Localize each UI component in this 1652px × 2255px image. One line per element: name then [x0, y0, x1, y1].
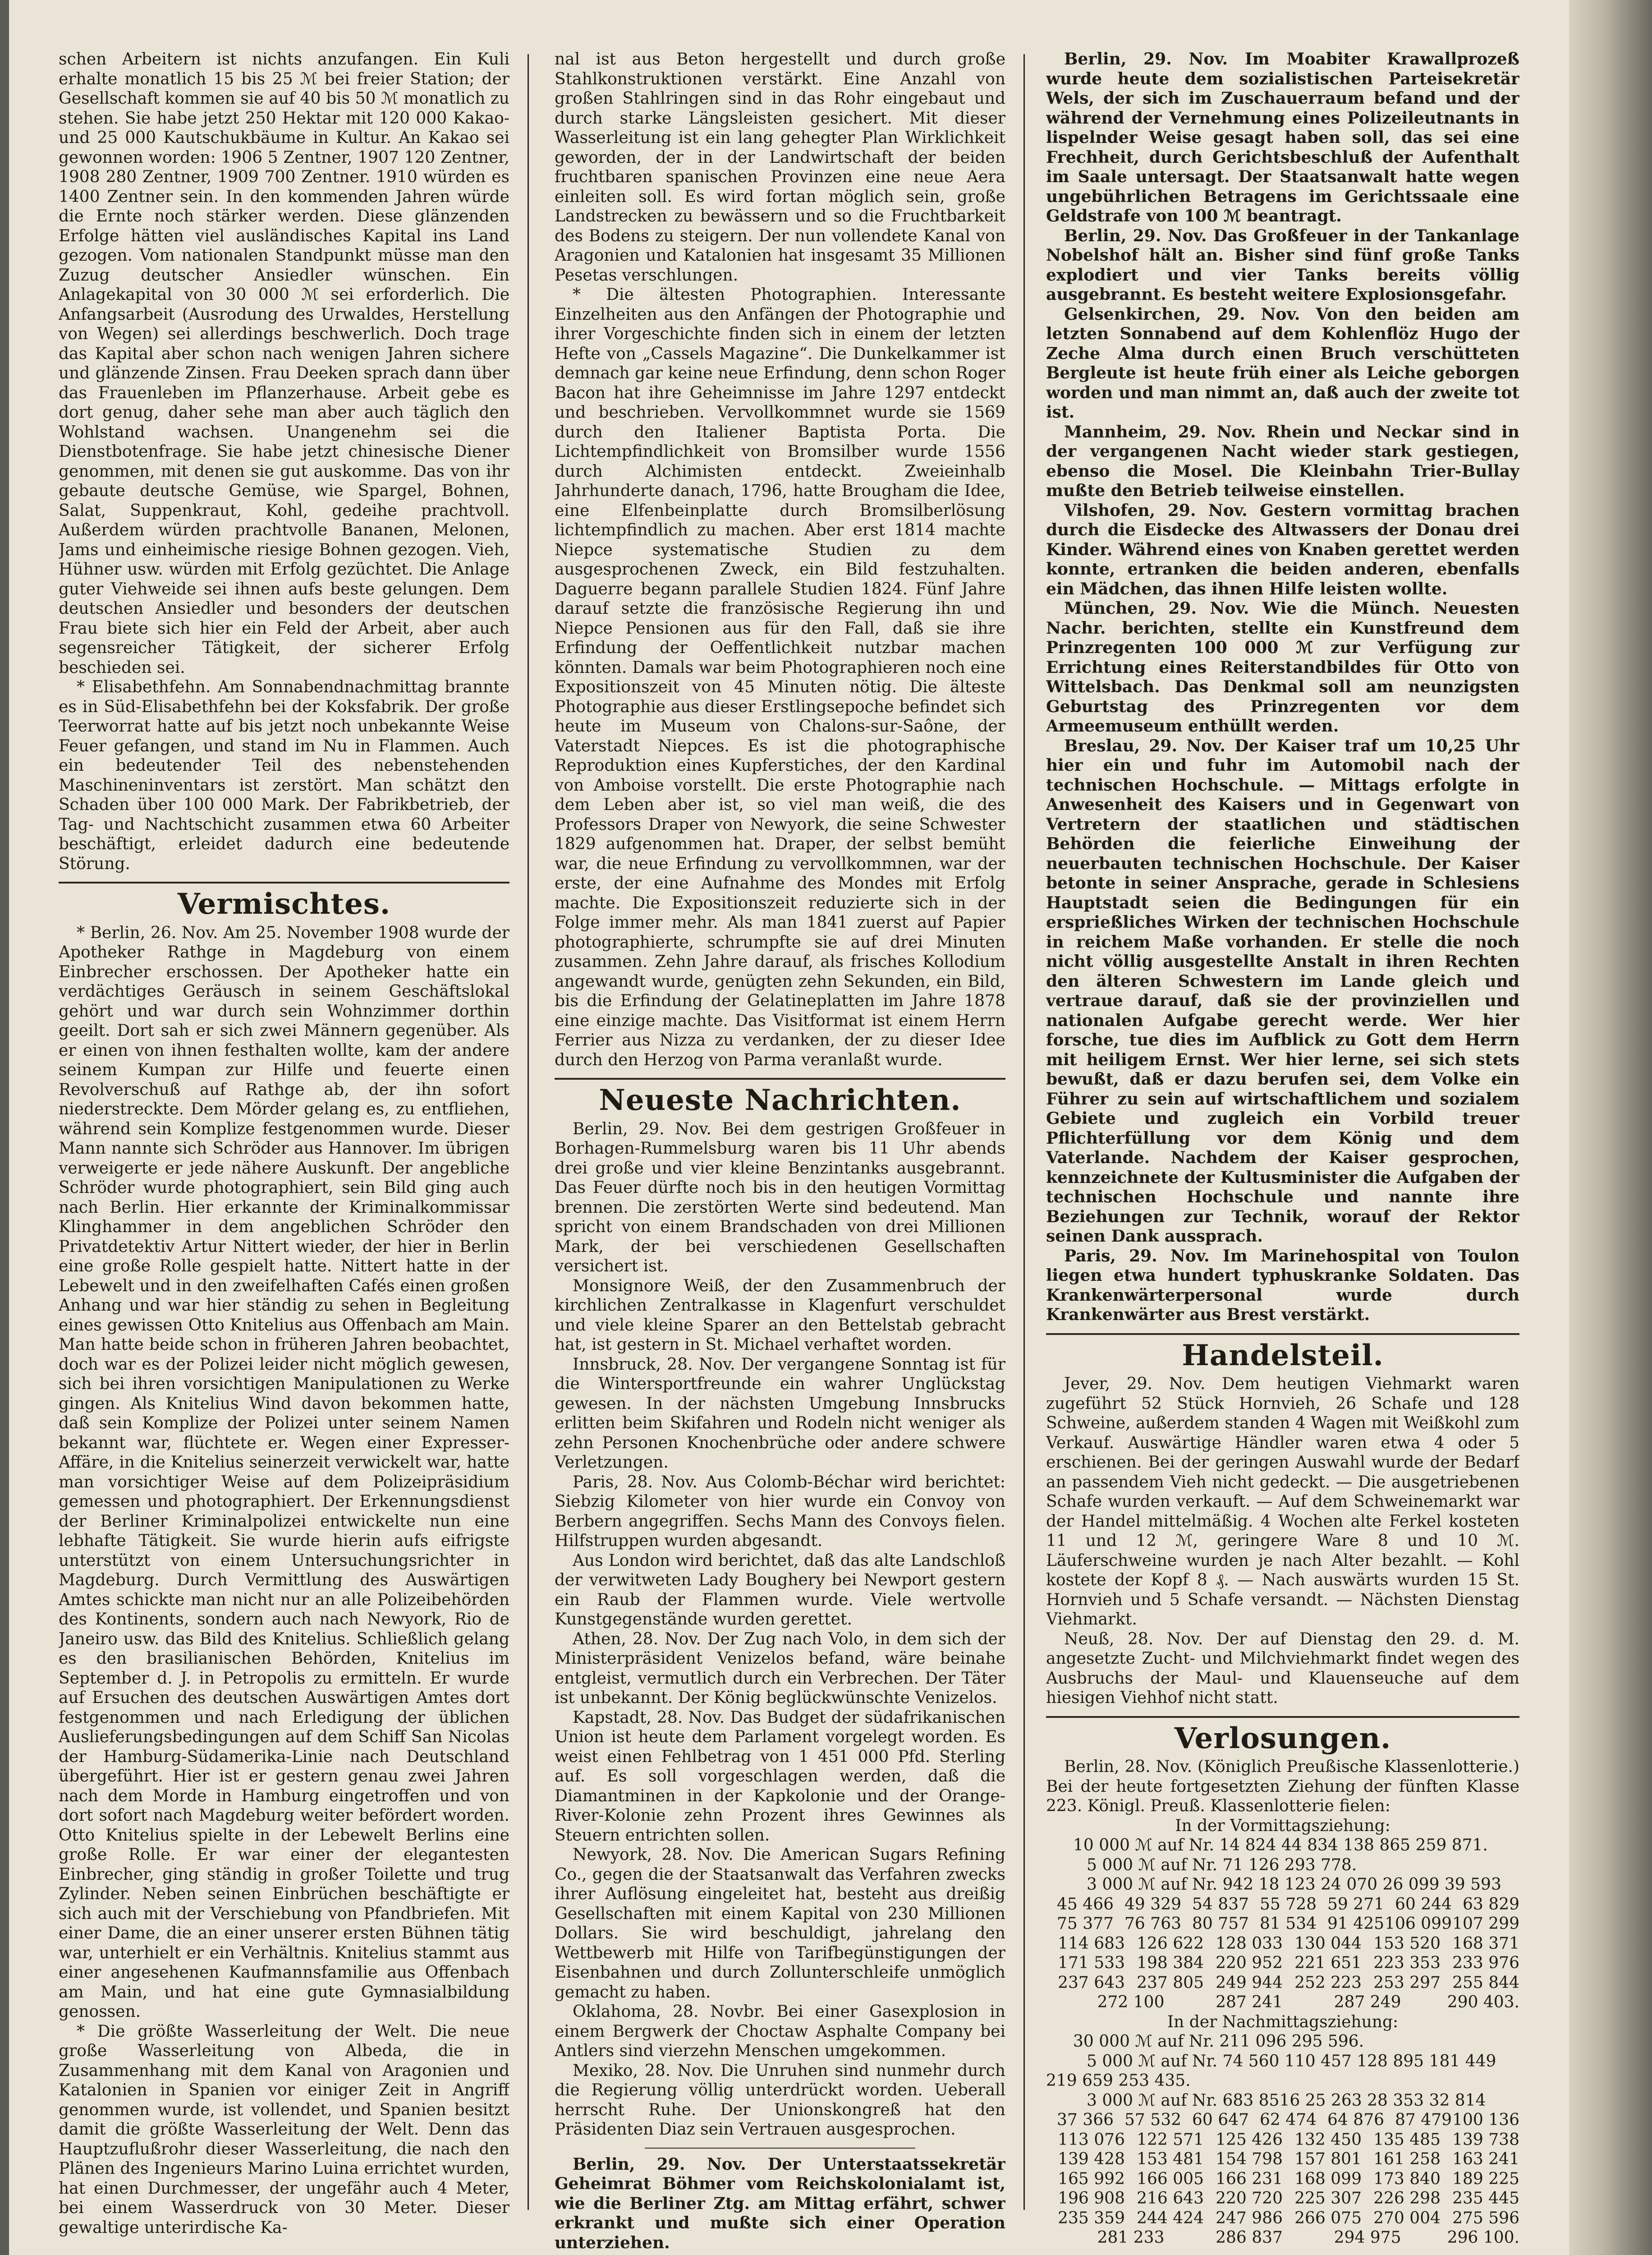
lottery-number: 153 481 — [1137, 2150, 1204, 2168]
lottery-number: 60 244 — [1395, 1895, 1452, 1914]
lottery-number: 225 307 — [1294, 2189, 1362, 2208]
section-title-handelsteil: Handelsteil. — [1182, 1338, 1384, 1372]
lottery-number: 37 366 — [1057, 2111, 1114, 2129]
section-divider — [555, 1078, 1005, 1080]
lottery-number: 235 445 — [1452, 2189, 1519, 2208]
lottery-number: 81 534 — [1260, 1914, 1317, 1933]
lottery-number: 57 532 — [1124, 2111, 1181, 2129]
column-right — [1046, 50, 1519, 2255]
lottery-number: 270 004 — [1373, 2209, 1441, 2227]
lottery-number: 189 225 — [1452, 2169, 1519, 2188]
telegram-item: Berlin, 29. Nov. Das Großfeuer in der Tankanlage Nobelshof hält an. Bisher sind fünf große Tanks explodiert und vier Tanks bereits völlig ausgebrannt. Es besteht weitere Explosionsgefahr. — [1046, 226, 1519, 304]
page-edge-shadow — [1569, 0, 1652, 2255]
section-title-neueste-nachrichten: Neueste Nachrichten. — [599, 1083, 961, 1117]
news-item: Mexiko, 28. Nov. Die Unruhen sind nunmehr durch die Regierung völlig unterdrückt worden. Ueberall herrscht Ruhe. Der Unionskongreß hat den Präsidenten Diaz sein Vertrauen ausgesprochen. — [555, 2061, 1005, 2139]
news-item: Paris, 28. Nov. Aus Colomb-Béchar wird berichtet: Siebzig Kilometer von hier wurde ein Convoy von Berbern angegriffen. Sechs Mann des Convoys fielen. Hilfstruppen wurden abgesandt. — [555, 1473, 1005, 1550]
lottery-number-row — [1046, 1914, 1519, 1934]
lottery-number: 130 044 — [1294, 1934, 1362, 1953]
lottery-line: 5 000 ℳ auf Nr. 71 126 293 778. — [1087, 1855, 1357, 1874]
section-divider — [1046, 1716, 1519, 1718]
lottery-line: 5 000 ℳ auf Nr. 74 560 110 457 128 895 181 449 — [1087, 2052, 1496, 2071]
lottery-number-row — [1046, 2189, 1519, 2209]
news-item: Newyork, 28. Nov. Die American Sugars Refining Co., gegen die der Staatsanwalt das Verfahren zwecks ihrer Auflösung eingeleitet hat, besteht aus dreißig Gesellschaften mit einem Kapital von 230 Millionen Dollars. Sie wird beschuldigt, jahrelang den Wettbewerb mit Hilfe von Tarifbegünstigungen der Eisenbahnen und durch Zollunterschleife unmöglich gemacht zu haben. — [555, 1845, 1005, 2002]
lottery-number: 287 241 — [1216, 1993, 1283, 2011]
lottery-number: 173 840 — [1373, 2169, 1441, 2188]
lottery-number: 286 837 — [1216, 2228, 1283, 2247]
column-rule-right — [1023, 54, 1025, 2210]
lottery-nachmittag-table — [1046, 2110, 1519, 2248]
lottery-number: 168 371 — [1452, 1934, 1519, 1953]
lottery-number: 233 976 — [1452, 1954, 1519, 1972]
news-item-bold: Berlin, 29. Nov. Der Unterstaatssekretär Geheimrat Böhmer vom Reichskolonialamt ist, wie die Berliner Ztg. am Mittag erfährt, schwer erkrankt und mußte sich einer Operation unterziehen. — [555, 2154, 1005, 2252]
section-title-verlosungen: Verlosungen. — [1174, 1721, 1391, 1755]
lottery-number: 296 100. — [1447, 2228, 1519, 2247]
lottery-intro: Berlin, 28. Nov. (Königlich Preußische Klassenlotterie.) Bei der heute fortgesetzten Ziehung der fünften Klasse 223. Königl. Preuß. Klassenlotterie fielen: — [1046, 1758, 1519, 1815]
lottery-number-row — [1046, 1953, 1519, 1973]
lottery-number-row — [1046, 2209, 1519, 2228]
lottery-number: 154 798 — [1216, 2150, 1283, 2168]
lottery-number: 125 426 — [1216, 2130, 1283, 2149]
lottery-number: 272 100 — [1097, 1993, 1165, 2011]
lottery-number-row — [1046, 2130, 1519, 2150]
lottery-number-row — [1046, 2110, 1519, 2130]
lottery-number-row — [1046, 2228, 1519, 2248]
lottery-line: 10 000 ℳ auf Nr. 14 824 44 834 138 865 259 871. — [1073, 1836, 1488, 1855]
lottery-nachmittag-lines — [1046, 2032, 1519, 2110]
lottery-number: 64 876 — [1327, 2111, 1384, 2129]
lottery-number: 139 738 — [1452, 2130, 1519, 2149]
lottery-number: 253 297 — [1373, 1973, 1441, 1992]
news-item: Aus London wird berichtet, daß das alte Landschloß der verwitweten Lady Boughery bei Newport gestern ein Raub der Flammen wurde. Viele wertvolle Kunstgegenstände wurden gerettet. — [555, 1551, 1005, 1629]
lottery-number: 290 403. — [1447, 1993, 1519, 2011]
kakao-article: schen Arbeitern ist nichts anzufangen. Ein Kuli erhalte monatlich 15 bis 25 ℳ bei freier Station; der Gesellschaft kommen sie auf 40 bis 50 ℳ monatlich zu stehen. Sie habe jetzt 250 Hektar mit 120 000 Kakao- und 25 000 Kautschukbäume in Kultur. An Kakao sei gewonnen worden: 1906 5 Zentner, 1907 120 Zentner, 1908 280 Zentner, 1909 700 Zentner. 1910 würden es 1400 Zentner sein. In den kommenden Jahren würde die Ernte noch stärker werden. Diese glänzenden Erfolge hätten viel ausländisches Kapital ins Land gezogen. Vom nationalen Standpunkt müsse man den Zuzug deutscher Ansiedler wünschen. Ein Anlagekapital von 30 000 ℳ sei erforderlich. Die Anfangsarbeit (Ausrodung des Urwaldes, Herstellung von Wegen) sei allerdings beschwerlich. Doch trage das Kapital aber schon nach wenigen Jahren sichere und glänzende Zinsen. Frau Deeken sprach dann über das Frauenleben im Pflanzerhause. Arbeit gebe es dort genug, daher sehe man aber auch täglich den Wohlstand wachsen. Unangenehm sei die Dienstbotenfrage. Sie habe jetzt chinesische Diener genommen, mit denen sie gut auskomme. Das von ihr gebaute deutsche Gemüse, wie Spargel, Bohnen, Salat, Suppenkraut, Kohl, gedeihe prachtvoll. Außerdem würden prachtvolle Bananen, Melonen, Jams und einheimische riesige Bohnen gezogen. Vieh, Hühner usw. würden mit Erfolg gezüchtet. Die Anlage guter Viehweide sei ihnen aufs beste gelungen. Dem deutschen Ansiedler und besonders der deutschen Frau biete sich hier ein Feld der Arbeit, aber auch segensreicher Tätigkeit, der sicherer Erfolg beschieden sei. — [59, 50, 509, 677]
lottery-number: 139 428 — [1058, 2150, 1125, 2168]
news-item: Athen, 28. Nov. Der Zug nach Volo, in dem sich der Ministerpräsident Venizelos befand, wäre beinahe entgleist, vermutlich durch ein Verbrechen. Der Täter ist unbekannt. Der König beglückwünschte Venizelos. — [555, 1629, 1005, 1707]
lottery-number: 166 231 — [1216, 2169, 1283, 2188]
lottery-vormittag-table — [1046, 1895, 1519, 2012]
lottery-number: 247 986 — [1216, 2209, 1283, 2227]
lottery-line: 3 000 ℳ auf Nr. 683 8516 25 263 28 353 32 814 — [1087, 2091, 1486, 2110]
lottery-number: 223 353 — [1373, 1954, 1441, 1972]
telegram-item: Paris, 29. Nov. Im Marinehospital von Toulon liegen etwa hundert typhuskranke Soldaten. Das Krankenwärterpersonal wurde durch Krankenwärter aus Brest verstärkt. — [1046, 1246, 1519, 1324]
lottery-line: 30 000 ℳ auf Nr. 211 096 295 596. — [1073, 2032, 1364, 2051]
section-divider — [1046, 1333, 1519, 1335]
lottery-number: 59 271 — [1327, 1895, 1384, 1914]
lottery-vormittag-lines — [1046, 1836, 1519, 1895]
news-item: Oklahoma, 28. Novbr. Bei einer Gasexplosion in einem Bergwerk der Choctaw Asphalte Company bei Antlers sind vierzehn Menschen umgekommen. — [555, 2002, 1005, 2060]
lottery-nachmittag-label: In der Nachmittagsziehung: — [1167, 2012, 1399, 2031]
news-item: Kapstadt, 28. Nov. Das Budget der südafrikanischen Union ist heute dem Parlament vorgelegt worden. Es weist einen Fehlbetrag von 1 451 000 Pfd. Sterling auf. Es soll vorgeschlagen werden, daß die Diamantminen in der Kapkolonie und der Orange-River-Kolonie zehn Prozent ihres Gewinnes als Steuern entrichten sollen. — [555, 1708, 1005, 1845]
lottery-number: 60 647 — [1192, 2111, 1249, 2129]
lottery-number: 63 829 — [1463, 1895, 1519, 1914]
lottery-number: 165 992 — [1058, 2169, 1125, 2188]
lottery-number: 87 479 — [1395, 2111, 1452, 2129]
lottery-number: 106 099 — [1385, 1914, 1452, 1933]
lottery-vormittag-label: In der Vormittagsziehung: — [1175, 1816, 1390, 1835]
lottery-number: 244 424 — [1137, 2209, 1204, 2227]
lottery-number: 113 076 — [1058, 2130, 1125, 2149]
telegram-item: Gelsenkirchen, 29. Nov. Von den beiden am letzten Sonnabend auf dem Kohlenflöz Hugo der Zeche Alma durch einen Bruch verschütteten Bergleute ist heute früh einer als Leiche geborgen worden und man nimmt an, daß auch der zweite tot ist. — [1046, 304, 1519, 422]
lottery-number: 107 299 — [1452, 1914, 1519, 1933]
news-item: Monsignore Weiß, der den Zusammenbruch der kirchlichen Zentralkasse in Klagenfurt verschuldet und viele kleine Sparer an den Bettelstab gebracht hat, ist gestern in St. Michael verhaftet worden. — [555, 1276, 1005, 1354]
berlin-murder-article: * Berlin, 26. Nov. Am 25. November 1908 wurde der Apotheker Rathge in Magdeburg von einem Einbrecher erschossen. Der Apotheker hatte ein verdächtiges Geräusch in seinem Geschäftslokal gehört und war durch sein Wohnzimmer dorthin geeilt. Dort sah er sich zwei Männern gegenüber. Als er einen von ihnen festhalten wollte, kam der andere seinem Kumpan zur Hilfe und feuerte einen Revolverschuß auf Rathge ab, der ihn sofort niederstreckte. Dem Mörder gelang es, zu entfliehen, während sein Komplize festgenommen wurde. Dieser Mann nannte sich Schröder aus Hannover. Im übrigen verweigerte er jede nähere Auskunft. Der angebliche Schröder wurde photographiert, sein Bild ging auch nach Berlin. Hier erkannte der Kriminalkommissar Klinghammer in dem angeblichen Schröder den Privatdetektiv Artur Nittert wieder, der hier in Berlin eine große Rolle gespielt hatte. Nittert hatte in der Lebewelt und in den zweifelhaften Cafés einen großen Anhang und war hier ständig zu sehen in Begleitung eines gewissen Otto Knitelius aus Offenbach am Main. Man hatte beide schon in früheren Jahren beobachtet, doch war es der Polizei leider nicht möglich gewesen, sich bei ihren vorsichtigen Manipulationen zu Werke gingen. Als Knitelius Wind davon bekommen hatte, daß sein Komplize der Polizei unter seinem Namen bekannt war, flüchtete er. Wegen einer Expresser-Affäre, in die Knitelius seinerzeit verwickelt war, hatte man vorsichtiger Weise auf dem Polizeipräsidium gemessen und photographiert. Der Erkennungsdienst der Berliner Kriminalpolizei entwickelte nun eine lebhafte Tätigkeit. Sie wurde hierin aufs eifrigste unterstützt von einem Untersuchungsrichter in Magdeburg. Durch Vermittlung des Auswärtigen Amtes schickte man nicht nur an alle Polizeibehörden des Kontinents, sondern auch nach Newyork, Rio de Janeiro usw. das Bild des Knitelius. Schließlich gelang es den brasilianischen Behörden, Knitelius im September d. J. in Petropolis zu ermitteln. Er wurde auf Ersuchen des deutschen Auswärtigen Amtes dort festgenommen und nach Erledigung der üblichen Auslieferungsbedingungen auf dem Schiff San Nicolas der Hamburg-Südamerika-Linie nach Deutschland übergeführt. Hier ist er gestern genau zwei Jahren nach dem Morde in Hamburg eingetroffen und von dort sofort nach Magdeburg weiter befördert worden. Otto Knitelius spielte in der Lebewelt Berlins eine große Rolle. Er war einer der elegantesten Einbrecher, ging ständig in großer Toilette und trug Zylinder. Neben seinen Einbrüchen beschäftigte er sich auch mit der Verschiebung von Pfandbriefen. Mit einer Dame, die an einer unserer ersten Bühnen tätig war, unterhielt er ein Verhältnis. Knitelius stammt aus einer angesehenen Kaufmannsfamilie aus Offenbach am Main, und hat eine gute Gymnasialbildung genossen. — [59, 923, 509, 2021]
column-middle — [555, 50, 1005, 2255]
lottery-number: 80 757 — [1192, 1914, 1249, 1933]
lottery-number: 221 651 — [1294, 1954, 1362, 1972]
telegram-item: Berlin, 29. Nov. Im Moabiter Krawallprozeß wurde heute dem sozialistischen Parteisekretär Wels, der sich im Zuschauerraum befand und der während der Vernehmung eines Polizeileutnants in lispelnder Weise gesagt haben soll, das sei eine Frechheit, durch Gerichtsbeschluß der Aufenthalt im Saale untersagt. Der Staatsanwalt hatte wegen ungebührlichen Betragens im Gerichtssaale eine Geldstrafe von 100 ℳ beantragt. — [1046, 50, 1519, 226]
lottery-number-row — [1046, 2149, 1519, 2169]
lottery-number: 198 384 — [1137, 1954, 1204, 1972]
lottery-number-row — [1046, 1895, 1519, 1914]
lottery-line: 219 659 253 435. — [1046, 2071, 1191, 2090]
lottery-number: 226 298 — [1373, 2189, 1441, 2208]
lottery-number: 122 571 — [1137, 2130, 1204, 2149]
lottery-number: 75 377 — [1057, 1914, 1114, 1933]
lottery-number: 157 801 — [1294, 2150, 1362, 2168]
lottery-number: 135 485 — [1373, 2130, 1441, 2149]
lottery-number: 100 136 — [1452, 2111, 1519, 2129]
telegram-item: Mannheim, 29. Nov. Rhein und Neckar sind in der vergangenen Nacht wieder stark gestiegen, ebenso die Mosel. Die Kleinbahn Trier-Bullay mußte den Betrieb teilweise einstellen. — [1046, 422, 1519, 500]
telegram-item: München, 29. Nov. Wie die Münch. Neuesten Nachr. berichten, stellte ein Kunstfreund dem Prinzregenten 100 000 ℳ zur Verfügung zur Errichtung eines Reiterstandbildes für Otto von Wittelsbach. Das Denkmal soll am neunzigsten Geburtstag des Prinzregenten vor dem Armeemuseum enthüllt werden. — [1046, 599, 1519, 736]
market-report: Neuß, 28. Nov. Der auf Dienstag den 29. d. M. angesetzte Zucht- und Milchviehmarkt findet wegen des Ausbruchs der Maul- und Klauenseuche auf dem hiesigen Viehhof nicht statt. — [1046, 1629, 1519, 1707]
lottery-number: 49 329 — [1124, 1895, 1181, 1914]
lottery-number-row — [1046, 1973, 1519, 1993]
lottery-number: 54 837 — [1192, 1895, 1249, 1914]
lottery-number: 55 728 — [1260, 1895, 1317, 1914]
lottery-number: 171 533 — [1058, 1954, 1125, 1972]
lottery-number: 161 258 — [1373, 2150, 1441, 2168]
column-rule-left — [528, 54, 529, 2210]
newspaper-page — [9, 0, 1652, 2255]
section-divider — [59, 882, 509, 884]
market-report: Jever, 29. Nov. Dem heutigen Viehmarkt waren zugeführt 52 Stück Hornvieh, 26 Schafe und 128 Schweine, außerdem standen 4 Wagen mit Weißkohl zum Verkauf. Auswärtige Händler waren etwa 4 oder 5 erschienen. Bei der geringen Auswahl wurde der Bedarf an passendem Vieh nicht gedeckt. — Die ausgetriebenen Schafe wurden verkauft. — Auf dem Schweinemarkt war der Handel mittelmäßig. 4 Wochen alte Ferkel kosteten 11 und 12 ℳ, geringere Ware 8 und 10 ℳ. Läuferschweine wurden je nach Alter bezahlt. — Kohl kostete der Kopf 8 ₰. — Nach auswärts wurden 15 St. Hornvieh und 5 Schafe versandt. — Nächsten Dienstag Viehmarkt. — [1046, 1375, 1519, 1629]
short-divider — [645, 2148, 915, 2149]
lottery-number: 91 425 — [1327, 1914, 1384, 1933]
telegram-item: Vilshofen, 29. Nov. Gestern vormittag brachen durch die Eisdecke des Altwassers der Donau drei Kinder. Während eines von Knaben gerettet werden konnte, ertranken die beiden anderen, ebenfalls ein Mädchen, das ihnen Hilfe leisten wollte. — [1046, 501, 1519, 598]
lottery-number: 45 466 — [1057, 1895, 1114, 1914]
lottery-number: 163 241 — [1452, 2150, 1519, 2168]
lottery-number: 287 249 — [1334, 1993, 1401, 2011]
lottery-number: 153 520 — [1373, 1934, 1441, 1953]
lottery-number: 168 099 — [1294, 2169, 1362, 2188]
lottery-number: 166 005 — [1137, 2169, 1204, 2188]
lottery-number: 126 622 — [1137, 1934, 1204, 1953]
lottery-number-row — [1046, 1934, 1519, 1954]
telegram-item: Breslau, 29. Nov. Der Kaiser traf um 10,25 Uhr hier ein und fuhr im Automobil nach der technischen Hochschule. — Mittags erfolgte in Anwesenheit des Kaisers und in Gegenwart von Vertretern der staatlichen und städtischen Behörden die feierliche Einweihung der neuerbauten technischen Hochschule. Der Kaiser betonte in seiner Ansprache, gerade in Schlesiens Hauptstadt seien die Bedingungen für ein ersprießliches Wirken der technischen Hochschule in reichem Maße vorhanden. Er stelle die noch nicht völlig ausgestellte Anstalt in ihren Rechten den älteren Schwestern im Lande gleich und vertraue darauf, daß sie der provinziellen und nationalen Aufgabe gerecht werde. Wer hier forsche, tue dies im Aufblick zu Gott dem Herrn mit heiligem Ernst. Wer hier lerne, sei sich stets bewußt, daß er dazu berufen sei, dem Volke ein Führer zu sein auf wirtschaftlichem und sozialem Gebiete und zugleich ein Vorbild treuer Pflichterfüllung vor dem König und dem Vaterlande. Nachdem der Kaiser gesprochen, kennzeichnete der Kultusminister die Aufgaben der technischen Hochschule und nannte ihre Beziehungen zur Technik, worauf der Rektor seinen Dank aussprach. — [1046, 736, 1519, 1246]
kanal-article-continued: nal ist aus Beton hergestellt und durch große Stahlkonstruktionen verstärkt. Eine Anzahl von großen Stahlringen sind in das Rohr eingebaut und durch starke Längsleisten gesichert. Mit dieser Wasserleitung ist ein lang gehegter Plan Wirklichkeit geworden, der in der Landwirtschaft der beiden fruchtbaren spanischen Provinzen eine neue Aera einleiten soll. Es wird fortan möglich sein, große Landstrecken zu bewässern und so die Fruchtbarkeit des Bodens zu steigern. Der nun vollendete Kanal von Aragonien und Katalonien hat insgesamt 35 Millionen Pesetas verschlungen. — [555, 50, 1005, 285]
column-left — [59, 50, 509, 2255]
news-item: Innsbruck, 28. Nov. Der vergangene Sonntag ist für die Wintersportfreunde ein wahrer Unglückstag gewesen. In der nächsten Umgebung Innsbrucks erlitten beim Skifahren und Rodeln nicht weniger als zehn Personen Knochenbrüche oder andere schwere Verletzungen. — [555, 1355, 1005, 1472]
section-title-vermischtes: Vermischtes. — [177, 887, 391, 921]
lottery-number: 281 233 — [1097, 2228, 1165, 2247]
lottery-number: 249 944 — [1216, 1973, 1283, 1992]
lottery-line: 3 000 ℳ auf Nr. 942 18 123 24 070 26 099 39 593 — [1087, 1875, 1501, 1894]
elisabethfehn-article: * Elisabethfehn. Am Sonnabendnachmittag brannte es in Süd-Elisabethfehn bei der Koksfabrik. Der große Teerworrat hatte auf bis jetzt noch unbekannte Weise Feuer gefangen, und stand im Nu in Flammen. Auch ein bedeutender Teil des nebenstehenden Maschineninventars ist zerstört. Man schätzt den Schaden über 100 000 Mark. Der Fabrikbetrieb, der Tag- und Nachtschicht zusammen etwa 60 Arbeiter beschäftigt, erleidet dadurch eine bedeutende Störung. — [59, 678, 509, 873]
lottery-number: 294 975 — [1334, 2228, 1401, 2247]
lottery-number: 220 720 — [1216, 2189, 1283, 2208]
lottery-number: 62 474 — [1260, 2111, 1317, 2129]
lottery-number: 196 908 — [1058, 2189, 1125, 2208]
lottery-number: 128 033 — [1216, 1934, 1283, 1953]
news-item: Berlin, 29. Nov. Bei dem gestrigen Großfeuer in Borhagen-Rummelsburg waren bis 11 Uhr abends drei große und vier kleine Benzintanks ausgebrannt. Das Feuer dürfte noch bis in den heutigen Vormittag brennen. Die zerstörten Werte sind bedeutend. Man spricht von einem Brandschaden von drei Millionen Mark, der bei verschiedenen Gesellschaften versichert ist. — [555, 1119, 1005, 1275]
lottery-number: 255 844 — [1452, 1973, 1519, 1992]
lottery-number: 237 643 — [1058, 1973, 1125, 1992]
lottery-number: 266 075 — [1294, 2209, 1362, 2227]
lottery-number: 237 805 — [1137, 1973, 1204, 1992]
lottery-number: 114 683 — [1058, 1934, 1125, 1953]
photographien-article: * Die ältesten Photographien. Interessante Einzelheiten aus den Anfängen der Photographie und ihrer Vorgeschichte finden sich in einem der letzten Hefte von „Cassels Magazine“. Die Dunkelkammer ist demnach gar keine neue Erfindung, denn schon Roger Bacon hat ihre Geheimnisse im Jahre 1297 entdeckt und beschrieben. Vervollkommnet wurde sie 1569 durch den Italiener Baptista Porta. Die Lichtempfindlichkeit von Bromsilber wurde 1556 durch Alchimisten entdeckt. Zweieinhalb Jahrhunderte danach, 1796, hatte Brougham die Idee, eine Elfenbeinplatte durch Bromsilberlösung lichtempfindlich zu machen. Aber erst 1814 machte Niepce systematische Studien zu dem ausgesprochenen Zweck, ein Bild festzuhalten. Daguerre begann parallele Studien 1824. Fünf Jahre darauf setzte die französische Regierung ihn und Niepce Pensionen aus für den Fall, daß sie ihre Erfindung der Oeffentlichkeit nutzbar machen könnten. Damals war beim Photographieren noch eine Expositionszeit von 45 Minuten nötig. Die älteste Photographie aus dieser Erstlingsepoche befindet sich heute im Museum von Chalons-sur-Saône, der Vaterstadt Niepces. Es ist die photographische Reproduktion eines Kupferstiches, der den Kardinal von Amboise vorstellt. Die erste Photographie nach dem Leben aber ist, so viel man weiß, die des Professors Draper von Newyork, die seine Schwester 1829 aufgenommen hat. Draper, der selbst bemüht war, die neue Erfindung zu vervollkommnen, war der erste, der eine Aufnahme des Mondes mit Erfolg machte. Die Expositionszeit reduzierte sich in der Folge immer mehr. Als man 1841 zuerst auf Papier photographierte, schrumpfte sie auf drei Minuten zusammen. Zehn Jahre darauf, als frisches Kollodium angewandt wurde, genügten zehn Sekunden, ein Bild, bis die Erfindung der Gelatineplatten im Jahre 1878 eine einzige machte. Das Visitformat ist einem Herrn Ferrier aus Nizza zu verdanken, der zu dieser Idee durch den Herzog von Parma veranlaßt wurde. — [555, 285, 1005, 1069]
lottery-number: 275 596 — [1452, 2209, 1519, 2227]
lottery-number: 235 359 — [1058, 2209, 1125, 2227]
lottery-number: 216 643 — [1137, 2189, 1204, 2208]
lottery-number: 252 223 — [1294, 1973, 1362, 1992]
lottery-number-row — [1046, 2169, 1519, 2189]
wasserleitung-article: * Die größte Wasserleitung der Welt. Die neue große Wasserleitung von Albeda, die in Zusammenhang mit dem Kanal von Aragonien und Katalonien in Spanien vor einiger Zeit in Angriff genommen wurde, ist vollendet, und Spanien besitzt damit die größte Wasserleitung der Welt. Denn das Hauptzuflußrohr dieser Wasserleitung, die nach den Plänen des Ingenieurs Marino Luina errichtet wurden, hat einen Durchmesser, der ungefähr auch 4 Meter, bei einem Wasserdruck von 30 Meter. Dieser gewaltige unterirdische Ka- — [59, 2022, 509, 2237]
lottery-number-row — [1046, 1993, 1519, 2012]
lottery-number: 132 450 — [1294, 2130, 1362, 2149]
lottery-number: 76 763 — [1124, 1914, 1181, 1933]
lottery-number: 220 952 — [1216, 1954, 1283, 1972]
